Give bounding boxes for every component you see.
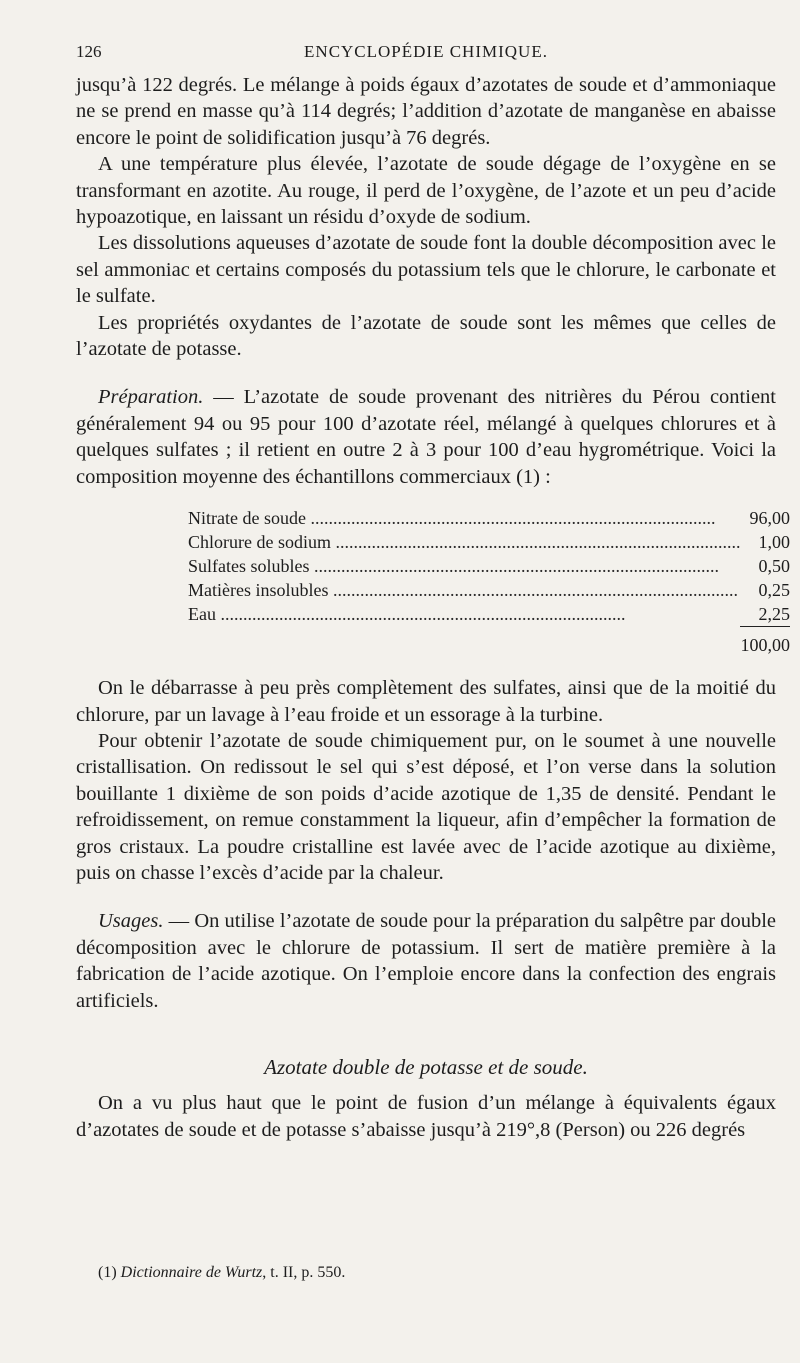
- composition-table: [188, 506, 790, 657]
- component-name: Matières insolubles ..........................................................................................: [188, 580, 738, 601]
- section-title: Azotate double de potasse et de soude.: [264, 1054, 588, 1079]
- component-name: Nitrate de soude ..........................................................................................: [188, 508, 716, 529]
- component-label: Eau: [188, 604, 216, 625]
- table-row: [188, 530, 790, 554]
- component-value: 2,25: [740, 602, 790, 627]
- paragraph-double-nitrate: On a vu plus haut que le point de fusion d’un mélange à équivalents égaux d’azotates de soude et de potasse s’abaisse jusqu’à 219°,8 (Person) ou 226 degrés: [76, 1092, 776, 1141]
- paragraph-purification: On le débarrasse à peu près complètement des sulfates, ainsi que de la moitié du chlorure, par un lavage à l’eau froide et un essorage à la turbine.: [76, 677, 776, 726]
- table-row: [188, 602, 790, 627]
- table-row: [188, 506, 790, 530]
- table-row: [188, 578, 790, 602]
- component-label: Matières insolubles: [188, 580, 329, 601]
- component-label: Nitrate de soude: [188, 508, 306, 529]
- component-name: Sulfates solubles ..........................................................................................: [188, 556, 719, 577]
- component-name: Eau ..........................................................................................: [188, 604, 626, 625]
- footnote: [98, 1264, 345, 1282]
- paragraph-heating: A une température plus élevée, l’azotate de soude dégage de l’oxygène en se transformant en azotite. Au rouge, il perd de l’oxygène, de l’azote et un peu d’acide hypoazotique, en laissant un résidu d’oxyde de sodium.: [76, 153, 776, 229]
- running-title: ENCYCLOPÉDIE CHIMIQUE.: [304, 42, 548, 61]
- component-value: 0,50: [758, 556, 790, 577]
- paragraph-preparation: [76, 384, 776, 490]
- table-total-row: [188, 627, 790, 658]
- table-row: [188, 554, 790, 578]
- component-value: 96,00: [749, 508, 790, 529]
- paragraph-dissolutions: Les dissolutions aqueuses d’azotate de soude font la double décomposition avec le sel ammoniac et certains composés du potassium tels que le chlorure, le carbonate et le sulfate.: [76, 232, 776, 308]
- component-label: Sulfates solubles: [188, 556, 310, 577]
- running-header: [76, 42, 776, 70]
- usages-text: — On utilise l’azotate de soude pour la préparation du salpêtre par double décomposition avec le chlorure de potassium. Il sert de matière première à la fabrication de l’acide azotique. On l’emploie encore dans la confection des engrais artificiels.: [76, 910, 776, 1012]
- paragraph-usages: [76, 908, 776, 1014]
- preparation-text: — L’azotate de soude provenant des nitrières du Pérou contient généralement 94 ou 95 pour 100 d’azotate réel, mélangé à quelques chlorures et à quelques sulfates ; il retient en outre 2 à 3 pour 100 d’eau hygrométrique. Voici la composition moyenne des échantillons commerciaux (1) :: [76, 386, 776, 488]
- paragraph-pure-nitrate: Pour obtenir l’azotate de soude chimiquement pur, on le soumet à une nouvelle cristallisation. On redissout le sel qui s’est déposé, et l’on verse dans la solution bouillante 1 dixième de son poids d’acide azotique de 1,35 de densité. Pendant le refroidissement, on remue constamment la liqueur, afin d’empêcher la formation de gros cristaux. La poudre cristalline est lavée avec de l’acide azotique au dixième, puis on chasse l’excès d’acide par la chaleur.: [76, 729, 776, 884]
- composition-total: 100,00: [740, 635, 790, 656]
- preparation-label: Préparation.: [98, 386, 204, 409]
- footnote-detail: , t. II, p. 550.: [262, 1264, 346, 1281]
- component-value: 1,00: [758, 532, 790, 553]
- component-value: 0,25: [758, 580, 790, 601]
- footnote-marker: (1): [98, 1264, 117, 1281]
- component-label: Chlorure de sodium: [188, 532, 331, 553]
- component-name: Chlorure de sodium ..........................................................................................: [188, 532, 741, 553]
- paragraph-fusion: jusqu’à 122 degrés. Le mélange à poids égaux d’azotates de soude et d’ammoniaque ne se prend en masse qu’à 114 degrés; l’addition d’azotate de manganèse en abaisse encore le point de solidification jusqu’à 76 degrés.: [76, 74, 776, 149]
- usages-label: Usages.: [98, 910, 164, 933]
- footnote-source: Dictionnaire de Wurtz: [120, 1264, 263, 1281]
- paragraph-oxidizing: Les propriétés oxydantes de l’azotate de soude sont les mêmes que celles de l’azotate de potasse.: [76, 311, 776, 361]
- page-number: 126: [76, 42, 102, 61]
- main-text: [76, 72, 790, 1143]
